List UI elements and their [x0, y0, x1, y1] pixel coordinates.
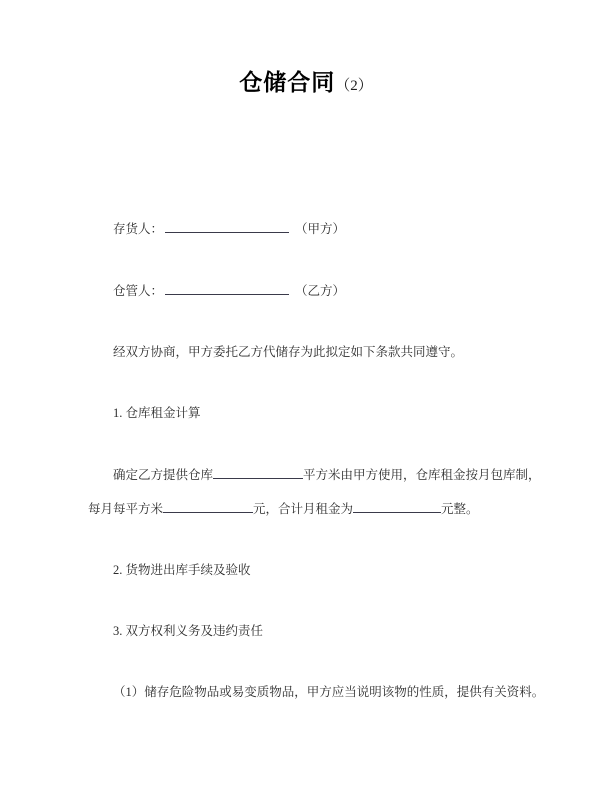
party-a-blank-line	[165, 220, 289, 233]
clause-1-text-2: 平方米由甲方使用，仓库租金按月包库制，	[303, 468, 541, 482]
clause-1-blank-area	[213, 466, 303, 479]
clause-1-line-1	[113, 466, 541, 483]
intro-paragraph: 经双方协商，甲方委托乙方代储存为此拟定如下条款共同遵守。	[113, 345, 464, 359]
clause-1-text-3: 每月每平方米	[88, 502, 164, 516]
party-b-blank-line	[165, 282, 289, 295]
title-suffix: （2）	[335, 78, 373, 94]
party-a-label: 存货人：	[113, 222, 164, 236]
item-1-paragraph: （1）储存危险物品或易变质物品，甲方应当说明该物的性质，提供有关资料。	[113, 685, 545, 699]
party-b-suffix: （乙方）	[295, 284, 346, 298]
clause-1-text-4: 元，合计月租金为	[253, 502, 354, 516]
clause-1-blank-unit-price	[163, 500, 253, 513]
party-b-label: 仓管人：	[113, 284, 164, 298]
document-title	[0, 68, 612, 101]
clause-1-text-1: 确定乙方提供仓库	[113, 468, 214, 482]
section-1-heading: 1. 仓库租金计算	[113, 406, 201, 420]
clause-1-blank-total-rent	[353, 500, 441, 513]
party-a-line	[113, 220, 345, 237]
section-2-heading: 2. 货物进出库手续及验收	[113, 563, 251, 577]
clause-1-line-2	[88, 500, 479, 517]
section-3-heading: 3. 双方权利义务及违约责任	[113, 624, 264, 638]
party-a-suffix: （甲方）	[295, 222, 346, 236]
title-text: 仓储合同	[239, 70, 336, 95]
clause-1-text-5: 元整。	[441, 502, 479, 516]
party-b-line	[113, 282, 345, 299]
